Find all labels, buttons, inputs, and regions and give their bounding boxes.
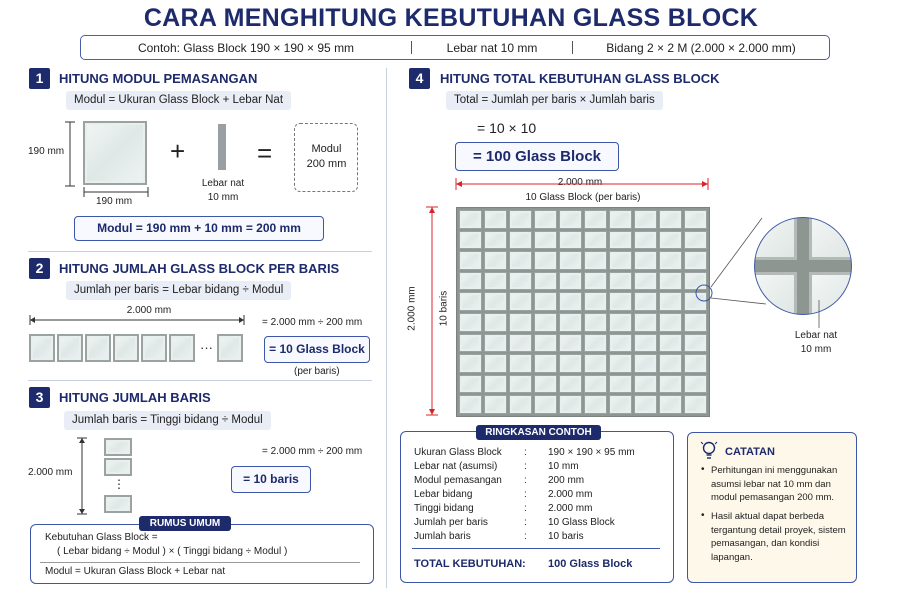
wall-glass-block (534, 313, 557, 332)
wall-glass-block (584, 395, 607, 414)
section-divider (28, 251, 372, 252)
step-1-formula: Modul = Ukuran Glass Block + Lebar Nat (66, 91, 291, 110)
nat-detail-value: 10 mm (800, 344, 832, 355)
wall-glass-block (534, 251, 557, 270)
step-3-number: 3 (29, 387, 50, 408)
wall-glass-block (659, 354, 682, 373)
summary-row-colon: : (524, 517, 527, 528)
wall-glass-block (659, 251, 682, 270)
wall-glass-block (534, 354, 557, 373)
wall-glass-block (559, 313, 582, 332)
summary-row (414, 446, 664, 460)
rumus-umum-badge: RUMUS UMUM (139, 516, 231, 531)
summary-total-label: TOTAL KEBUTUHAN (414, 558, 523, 570)
wall-glass-block (659, 395, 682, 414)
wall-glass-block (584, 292, 607, 311)
example-block-size: Contoh: Glass Block 190 × 190 × 95 mm (137, 40, 355, 55)
wall-glass-block (459, 334, 482, 353)
summary-row (414, 530, 664, 544)
glass-block (809, 217, 852, 260)
glass-block (754, 272, 797, 315)
wall-glass-block (509, 375, 532, 394)
row-ellipsis: ··· (200, 340, 213, 355)
summary-row-label: Jumlah per baris (414, 517, 488, 528)
wall-glass-block (459, 375, 482, 394)
summary-row-colon: : (524, 475, 527, 486)
summary-row-colon: : (524, 531, 527, 542)
step-2-calc: = 2.000 mm ÷ 200 mm (262, 317, 363, 328)
wall-glass-block (484, 292, 507, 311)
wall-glass-block (584, 210, 607, 229)
wall-glass-block (509, 292, 532, 311)
wall-glass-block (509, 313, 532, 332)
wall-width-dimension (455, 178, 709, 190)
modul-value: 200 mm (306, 158, 347, 170)
wall-glass-block (459, 210, 482, 229)
glass-block (104, 495, 132, 513)
wall-glass-block (659, 375, 682, 394)
step-3-result: = 10 baris (231, 466, 311, 493)
wall-glass-block (559, 231, 582, 250)
example-area: Bidang 2 × 2 M (2.000 × 2.000 mm) (606, 40, 796, 55)
nat-strip (218, 124, 226, 170)
wall-glass-block (484, 395, 507, 414)
rumus-line-2: ( Lebar bidang ÷ Modul ) × ( Tinggi bidang ÷ Modul ) (57, 546, 288, 557)
wall-glass-block (534, 395, 557, 414)
wall-glass-block (559, 210, 582, 229)
step-1-result: Modul = 190 mm + 10 mm = 200 mm (74, 216, 324, 241)
wall-glass-block (684, 375, 707, 394)
wall-glass-block (459, 251, 482, 270)
wall-glass-block (484, 210, 507, 229)
wall-glass-block (584, 334, 607, 353)
wall-glass-block (634, 272, 657, 291)
summary-row-label: Lebar bidang (414, 489, 473, 500)
step-1-number: 1 (29, 68, 50, 89)
glass-block (113, 334, 139, 362)
wall-glass-block (684, 313, 707, 332)
wall-glass-block (659, 313, 682, 332)
catatan-title: CATATAN (725, 446, 775, 458)
glass-block (104, 458, 132, 476)
wall-glass-block (659, 231, 682, 250)
summary-row-value: 200 mm (548, 475, 585, 486)
wall-glass-block (534, 292, 557, 311)
summary-row-colon: : (524, 461, 527, 472)
wall-glass-block (484, 272, 507, 291)
summary-row (414, 516, 664, 530)
nat-detail-label: Lebar nat (794, 330, 838, 341)
wall-glass-block (609, 334, 632, 353)
catatan-bullet: • (701, 510, 705, 521)
wall-glass-block (659, 210, 682, 229)
summary-row-value: 2.000 mm (548, 489, 593, 500)
wall-glass-block (684, 395, 707, 414)
summary-row (414, 502, 664, 516)
catatan-note-2: Hasil aktual dapat berbeda tergantung detail proyek, sistem pemasangan, dan kondisi lapangan. (711, 511, 846, 563)
step-1-title: HITUNG MODUL PEMASANGAN (59, 71, 258, 86)
wall-glass-block (484, 375, 507, 394)
lightbulb-icon (700, 440, 718, 462)
nat-label: Lebar nat (201, 178, 245, 189)
summary-row (414, 460, 664, 474)
wall-glass-block (484, 231, 507, 250)
rumus-divider (40, 562, 360, 563)
wall-glass-block (534, 375, 557, 394)
wall-glass-block (634, 251, 657, 270)
wall-glass-block (584, 251, 607, 270)
step-2-result: = 10 Glass Block (264, 336, 370, 363)
wall-glass-block (559, 334, 582, 353)
wall-glass-block (609, 395, 632, 414)
catatan-note-1: Perhitungan ini menggunakan asumsi lebar nat 10 mm dan modul pemasangan 200 mm. (711, 465, 838, 503)
wall-glass-block (584, 354, 607, 373)
modul-label: Modul (311, 143, 342, 155)
wall-glass-block (634, 334, 657, 353)
glass-block (29, 334, 55, 362)
step-4-calc: = 10 × 10 (477, 120, 537, 136)
step-4-formula: Total = Jumlah per baris × Jumlah baris (446, 91, 663, 110)
example-bar (80, 35, 830, 60)
rumus-line-1: Kebutuhan Glass Block = (45, 532, 158, 543)
summary-divider (412, 548, 660, 549)
wall-glass-block (634, 395, 657, 414)
wall-glass-block (584, 375, 607, 394)
wall-glass-block (509, 251, 532, 270)
summary-row-label: Ukuran Glass Block (414, 447, 502, 458)
glass-block (57, 334, 83, 362)
summary-row-value: 2.000 mm (548, 503, 593, 514)
summary-row (414, 488, 664, 502)
summary-row-colon: : (524, 503, 527, 514)
summary-row-label: Lebar nat (asumsi) (414, 461, 498, 472)
column-divider (386, 68, 387, 588)
glass-block (169, 334, 195, 362)
example-nat: Lebar nat 10 mm (446, 40, 538, 55)
block-width-label: 190 mm (96, 196, 133, 207)
wall-glass-block (509, 272, 532, 291)
wall-glass-block (484, 313, 507, 332)
wall-glass-block (484, 354, 507, 373)
wall-glass-block (634, 231, 657, 250)
page-title: CARA MENGHITUNG KEBUTUHAN GLASS BLOCK (143, 4, 759, 32)
wall-glass-block (634, 292, 657, 311)
wall-glass-block (509, 334, 532, 353)
wall-width-label: 2.000 mm (557, 177, 603, 188)
wall-glass-block (609, 313, 632, 332)
col-height-dimension (77, 437, 87, 515)
wall-glass-block (634, 375, 657, 394)
glass-block (754, 217, 797, 260)
nat-detail-pointer (815, 300, 823, 330)
summary-row-value: 10 mm (548, 461, 579, 472)
col-height-label: 2.000 mm (28, 467, 73, 478)
summary-table (414, 446, 664, 544)
step-3-title: HITUNG JUMLAH BARIS (59, 390, 211, 405)
wall-glass-block (584, 313, 607, 332)
wall-glass-block (584, 231, 607, 250)
wall-glass-block (534, 210, 557, 229)
wall-glass-block (559, 395, 582, 414)
wall-glass-block (459, 272, 482, 291)
step-4-result: = 100 Glass Block (455, 142, 619, 171)
rumus-line-3: Modul = Ukuran Glass Block + Lebar nat (45, 566, 226, 577)
summary-row-colon: : (524, 489, 527, 500)
step-2-number: 2 (29, 258, 50, 279)
summary-total-value: 100 Glass Block (548, 558, 633, 570)
wall-glass-block (684, 354, 707, 373)
wall-glass-block (484, 251, 507, 270)
summary-row-value: 10 baris (548, 531, 584, 542)
glass-block-last (217, 334, 243, 362)
wall-glass-block (559, 375, 582, 394)
step-2-note: (per baris) (294, 366, 340, 377)
block-height-label: 190 mm (28, 146, 65, 157)
step-3-calc: = 2.000 mm ÷ 200 mm (262, 446, 363, 457)
wall-glass-block (559, 251, 582, 270)
equals-sign: = (257, 138, 273, 168)
wall-glass-block (559, 292, 582, 311)
summary-row-label: Modul pemasangan (414, 475, 502, 486)
step-4-title: HITUNG TOTAL KEBUTUHAN GLASS BLOCK (440, 71, 720, 86)
summary-badge: RINGKASAN CONTOH (476, 425, 601, 440)
wall-glass-block (509, 231, 532, 250)
wall-height-sub: 10 baris (438, 290, 450, 327)
glass-block (141, 334, 167, 362)
summary-row-label: Tinggi bidang (414, 503, 474, 514)
summary-row-value: 190 × 190 × 95 mm (548, 447, 635, 458)
wall-glass-block (684, 334, 707, 353)
step-3-formula: Jumlah baris = Tinggi bidang ÷ Modul (64, 411, 271, 430)
wall-glass-block (659, 272, 682, 291)
wall-height-dimension (426, 206, 438, 416)
wall-glass-block (634, 354, 657, 373)
step-2-formula: Jumlah per baris = Lebar bidang ÷ Modul (66, 281, 291, 300)
wall-glass-block (534, 272, 557, 291)
summary-row-colon: : (524, 447, 527, 458)
wall-glass-block (459, 231, 482, 250)
wall-glass-block (534, 334, 557, 353)
wall-glass-block (459, 292, 482, 311)
wall-glass-block (559, 354, 582, 373)
wall-glass-block (609, 231, 632, 250)
wall-glass-block (609, 251, 632, 270)
wall-glass-block (509, 395, 532, 414)
wall-glass-block (659, 334, 682, 353)
row-blocks (29, 334, 204, 364)
step-4-number: 4 (409, 68, 430, 89)
summary-row-value: 10 Glass Block (548, 517, 615, 528)
block-height-dimension (64, 121, 76, 187)
summary-total-colon: : (522, 558, 526, 570)
wall-glass-block (459, 313, 482, 332)
wall-glass-block (509, 354, 532, 373)
wall-glass-block (609, 375, 632, 394)
nat-detail-magnifier (754, 217, 852, 315)
wall-glass-block (609, 272, 632, 291)
plus-sign: + (170, 136, 186, 166)
wall-glass-block (634, 210, 657, 229)
wall-glass-block (609, 354, 632, 373)
row-width-dimension (29, 315, 245, 325)
wall-glass-block (584, 272, 607, 291)
catatan-bullet: • (701, 464, 705, 475)
wall-glass-block (634, 313, 657, 332)
summary-row (414, 474, 664, 488)
wall-glass-block (459, 354, 482, 373)
step-2-title: HITUNG JUMLAH GLASS BLOCK PER BARIS (59, 261, 340, 276)
col-ellipsis: ⋮ (113, 477, 125, 491)
wall-glass-block (659, 292, 682, 311)
nat-value: 10 mm (207, 192, 239, 203)
wall-glass-block (484, 334, 507, 353)
summary-row-label: Jumlah baris (414, 531, 471, 542)
glass-block (104, 438, 132, 456)
wall-glass-block (509, 210, 532, 229)
wall-width-sub: 10 Glass Block (per baris) (525, 192, 641, 203)
row-width-label: 2.000 mm (126, 305, 172, 316)
glass-block-single (83, 121, 147, 185)
wall-glass-block (534, 231, 557, 250)
glass-block (85, 334, 111, 362)
wall-glass-block (559, 272, 582, 291)
glass-block-wall (456, 207, 710, 417)
wall-glass-block (609, 210, 632, 229)
wall-glass-block (459, 395, 482, 414)
section-divider (28, 380, 372, 381)
wall-height-label: 2.000 mm (406, 286, 418, 331)
wall-glass-block (609, 292, 632, 311)
